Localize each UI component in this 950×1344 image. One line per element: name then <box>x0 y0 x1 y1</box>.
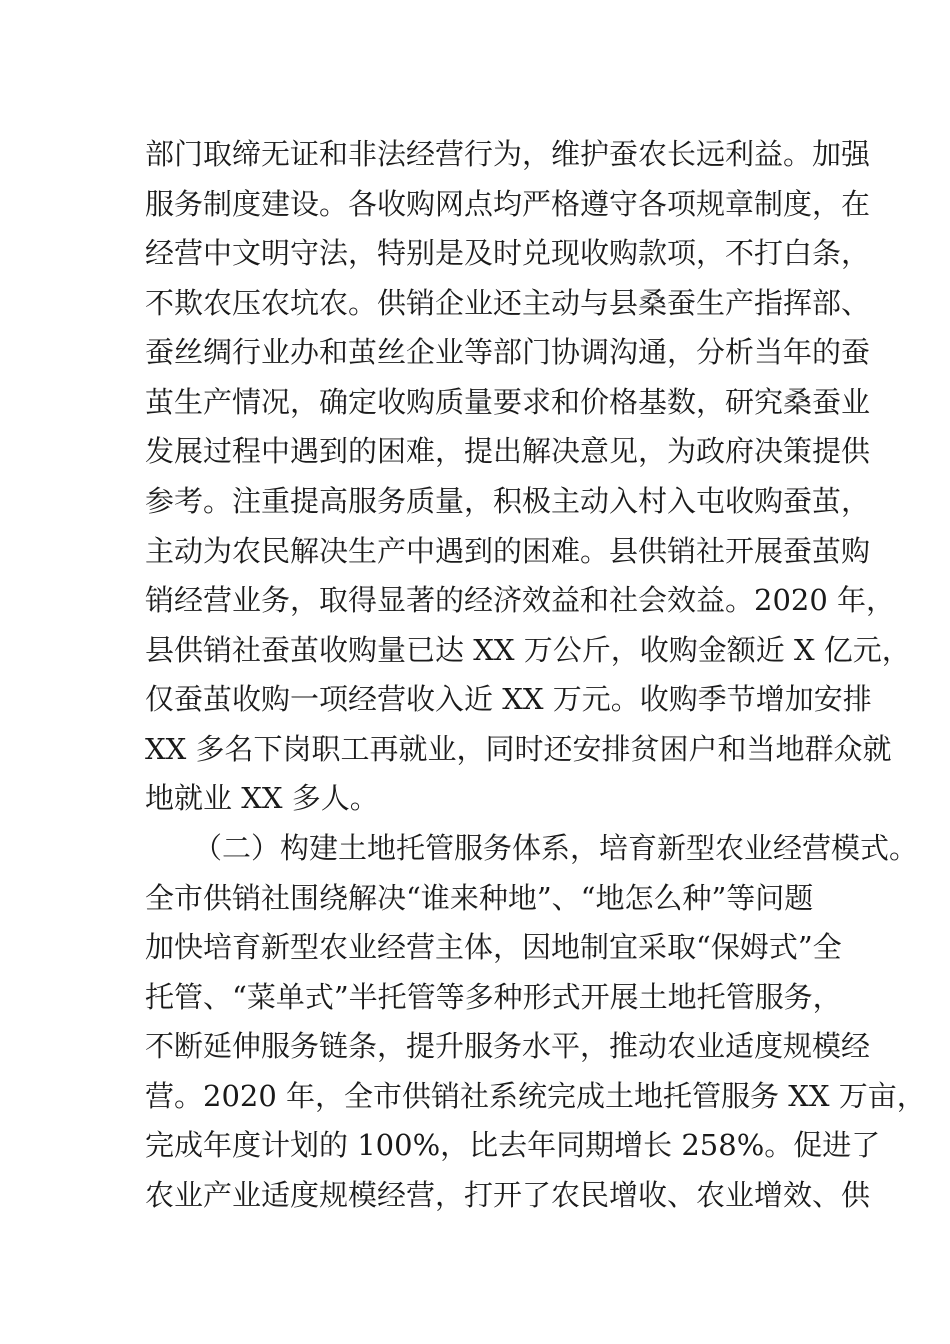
text-line: 发展过程中遇到的困难，提出解决意见，为政府决策提供 <box>145 434 871 468</box>
text-line: 经营中文明守法，特别是及时兑现收购款项，不打白条， <box>145 236 871 270</box>
text-line: 地就业 XX 多人。 <box>145 781 379 815</box>
section-heading-line: （二）构建土地托管服务体系，培育新型农业经营模式。 <box>193 831 919 865</box>
text-line: 服务制度建设。各收购网点均严格遵守各项规章制度，在 <box>145 187 871 221</box>
text-line: 部门取缔无证和非法经营行为，维护蚕农长远利益。加强 <box>145 137 871 171</box>
text-line: 主动为农民解决生产中遇到的困难。县供销社开展蚕茧购 <box>145 534 871 568</box>
text-line: 营。2020 年，全市供销社系统完成土地托管服务 XX 万亩， <box>145 1079 926 1113</box>
text-line: 参考。注重提高服务质量，积极主动入村入屯收购蚕茧， <box>145 484 871 518</box>
text-line: 不断延伸服务链条，提升服务水平，推动农业适度规模经 <box>145 1029 871 1063</box>
text-line: 农业产业适度规模经营，打开了农民增收、农业增效、供 <box>145 1178 871 1212</box>
text-line: 蚕丝绸行业办和茧丝企业等部门协调沟通，分析当年的蚕 <box>145 335 871 369</box>
text-line: 加快培育新型农业经营主体，因地制宜采取“保姆式”全 <box>145 930 842 964</box>
text-line: 销经营业务，取得显著的经济效益和社会效益。2020 年， <box>145 583 896 617</box>
text-line: 茧生产情况，确定收购质量要求和价格基数，研究桑蚕业 <box>145 385 871 419</box>
text-line: 不欺农压农坑农。供销企业还主动与县桑蚕生产指挥部、 <box>145 286 871 320</box>
text-line: XX 多名下岗职工再就业，同时还安排贫困户和当地群众就 <box>145 732 892 766</box>
text-line: 仅蚕茧收购一项经营收入近 XX 万元。收购季节增加安排 <box>145 682 872 716</box>
text-line: 托管、“菜单式”半托管等多种形式开展土地托管服务， <box>145 980 842 1014</box>
text-line: 全市供销社围绕解决“谁来种地”、“地怎么种”等问题 <box>145 881 814 915</box>
text-line: 完成年度计划的 100%，比去年同期增长 258%。促进了 <box>145 1128 881 1162</box>
text-line: 县供销社蚕茧收购量已达 XX 万公斤，收购金额近 X 亿元， <box>145 633 911 667</box>
